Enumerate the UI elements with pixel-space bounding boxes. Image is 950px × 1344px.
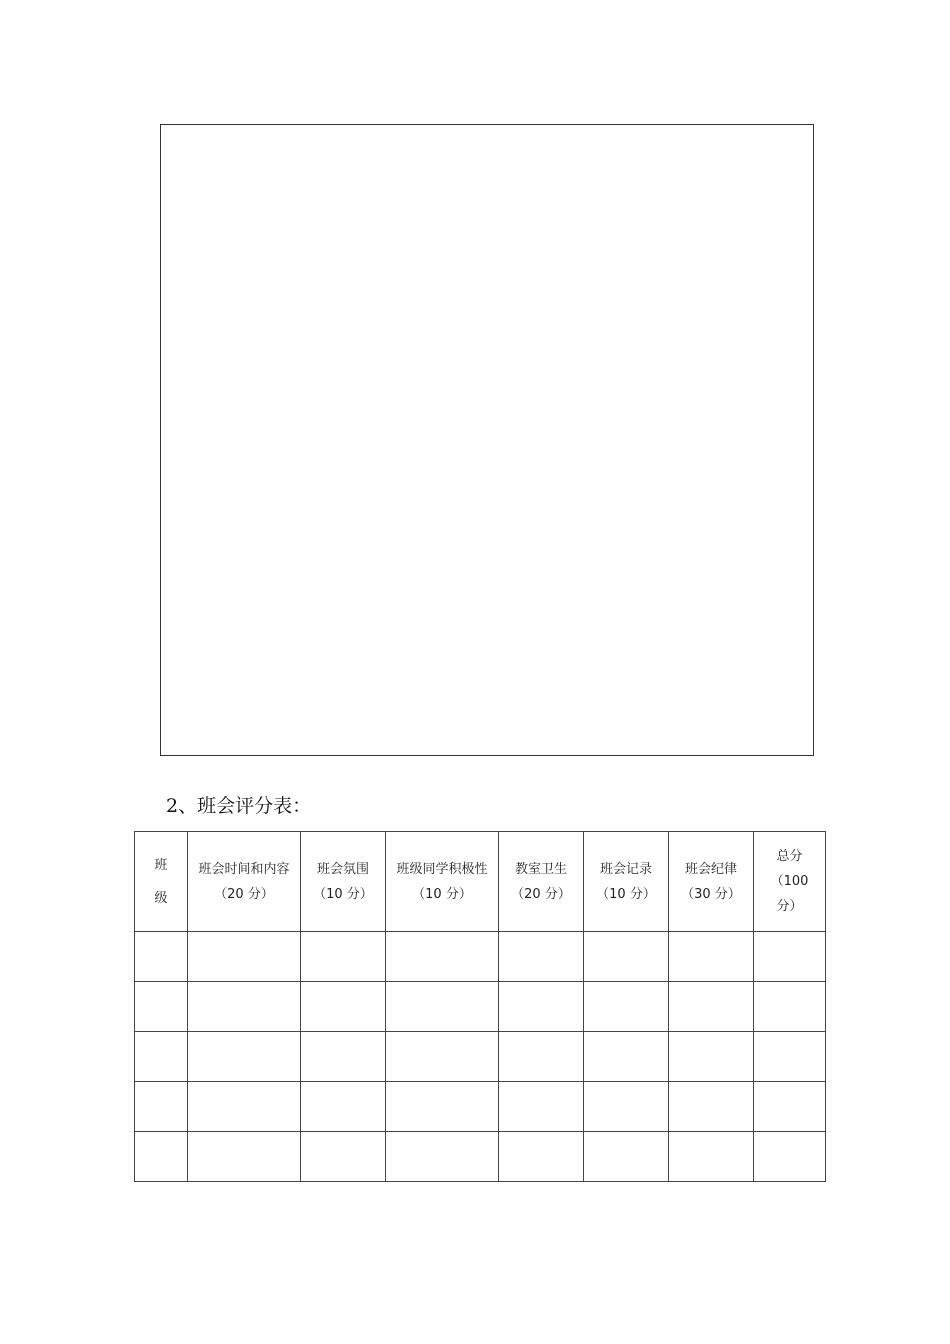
score-cell[interactable] xyxy=(754,932,826,982)
score-cell[interactable] xyxy=(386,1132,499,1182)
score-cell[interactable] xyxy=(386,1032,499,1082)
score-cell[interactable] xyxy=(301,1082,386,1132)
header-class: 班级 xyxy=(135,832,188,932)
score-cell[interactable] xyxy=(584,982,669,1032)
table-row xyxy=(135,1032,826,1082)
section-title: 2、班会评分表： xyxy=(166,795,312,817)
score-cell[interactable] xyxy=(499,932,584,982)
score-cell[interactable] xyxy=(669,1032,754,1082)
score-cell[interactable] xyxy=(301,1132,386,1182)
score-cell[interactable] xyxy=(386,982,499,1032)
header-hygiene: 教室卫生（20 分） xyxy=(499,832,584,932)
score-cell[interactable] xyxy=(754,1032,826,1082)
score-cell[interactable] xyxy=(754,982,826,1032)
score-cell[interactable] xyxy=(584,1032,669,1082)
header-discipline: 班会纪律（30 分） xyxy=(669,832,754,932)
score-cell[interactable] xyxy=(188,1082,301,1132)
score-cell[interactable] xyxy=(135,1082,188,1132)
score-cell[interactable] xyxy=(669,1082,754,1132)
score-cell[interactable] xyxy=(301,982,386,1032)
score-cell[interactable] xyxy=(669,932,754,982)
score-cell[interactable] xyxy=(499,1132,584,1182)
score-cell[interactable] xyxy=(135,982,188,1032)
score-cell[interactable] xyxy=(188,932,301,982)
table-row xyxy=(135,932,826,982)
header-total: 总分（100 分） xyxy=(754,832,826,932)
score-cell[interactable] xyxy=(499,1082,584,1132)
score-cell[interactable] xyxy=(188,1132,301,1182)
score-cell[interactable] xyxy=(386,1082,499,1132)
score-cell[interactable] xyxy=(754,1082,826,1132)
score-cell[interactable] xyxy=(135,932,188,982)
score-cell[interactable] xyxy=(669,982,754,1032)
score-cell[interactable] xyxy=(584,1082,669,1132)
class-meeting-score-table xyxy=(134,831,826,1182)
score-cell[interactable] xyxy=(188,982,301,1032)
table-header-row xyxy=(135,832,826,932)
table-row xyxy=(135,1082,826,1132)
header-time-content: 班会时间和内容（20 分） xyxy=(188,832,301,932)
table-row xyxy=(135,982,826,1032)
score-cell[interactable] xyxy=(754,1132,826,1182)
table-row xyxy=(135,1132,826,1182)
header-record: 班会记录（10 分） xyxy=(584,832,669,932)
score-cell[interactable] xyxy=(669,1132,754,1182)
score-cell[interactable] xyxy=(386,932,499,982)
score-cell[interactable] xyxy=(135,1032,188,1082)
score-cell[interactable] xyxy=(499,982,584,1032)
score-cell[interactable] xyxy=(188,1032,301,1082)
header-participation: 班级同学积极性（10 分） xyxy=(386,832,499,932)
score-cell[interactable] xyxy=(301,1032,386,1082)
score-cell[interactable] xyxy=(584,932,669,982)
blank-content-box xyxy=(160,124,814,756)
score-cell[interactable] xyxy=(135,1132,188,1182)
score-cell[interactable] xyxy=(584,1132,669,1182)
header-atmosphere: 班会氛围（10 分） xyxy=(301,832,386,932)
score-cell[interactable] xyxy=(301,932,386,982)
score-cell[interactable] xyxy=(499,1032,584,1082)
